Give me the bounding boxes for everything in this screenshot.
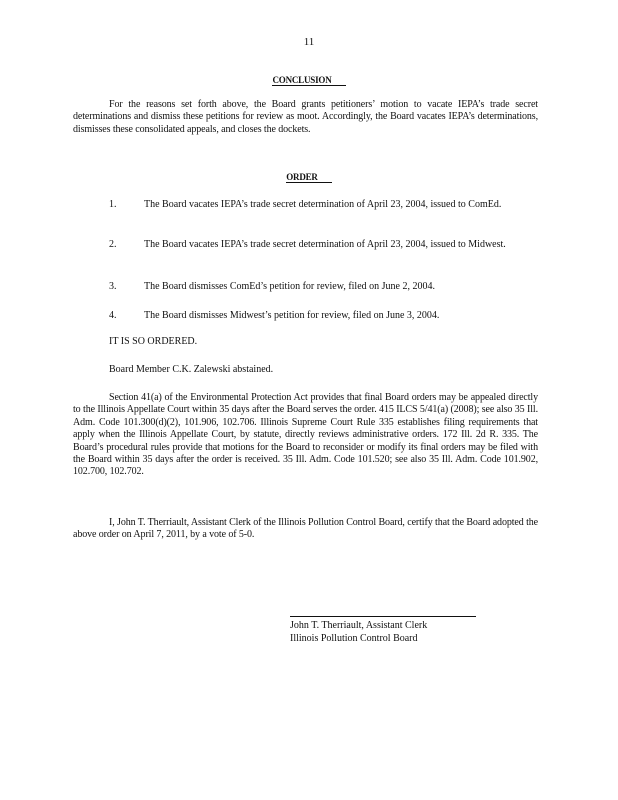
- conclusion-paragraph: For the reasons set forth above, the Board grants petitioners’ motion to vacate IEPA’s trade secret determinations and dismiss these petitions for review as moot. Accordingly, the Board vacates IEPA’s determinations, dismisses these consolidated appeals, and closes the dockets.: [73, 99, 538, 135]
- order-heading: ORDER: [0, 172, 618, 182]
- so-ordered-line: IT IS SO ORDERED.: [109, 336, 198, 347]
- signature-line: [290, 616, 476, 617]
- conclusion-heading: CONCLUSION: [0, 75, 618, 85]
- signature-name: John T. Therriault, Assistant Clerk: [290, 620, 428, 631]
- page-number: 11: [303, 36, 315, 48]
- abstention-note: Board Member C.K. Zalewski abstained.: [109, 364, 274, 375]
- appeal-rights-paragraph: Section 41(a) of the Environmental Protection Act provides that final Board orders may be appealed directly to the Illinois Appellate Court within 35 days after the Board serves the order. 415 ILCS 5/41(a) (2008); see also 35 Ill. Adm. Code 101.300(d)(2), 101.906, 102.706. Illinois Supreme Court Rule 335 establishes filing requirements that apply when the Illinois Appellate Court, by statute, directly reviews administrative orders. 172 Ill. 2d R. 335. The Board’s procedural rules provide that motions for the Board to reconsider or modify its final orders may be filed with the Board within 35 days after the order is received. 35 Ill. Adm. Code 101.520; see also 35 Ill. Adm. Code 101.902, 102.700, 102.702.: [73, 392, 538, 478]
- document-page: 11 CONCLUSION For the reasons set forth above, the Board grants petitioners’ motion to vacate IEPA’s trade secret determinations and dismiss these petitions for review as moot. Accordingly, the Board vacates IEPA’s determinations, dismisses these consolidated appeals, and closes the dockets. ORDER 1. The Board vacates IEPA’s trade secret determination of April 23, 2004, issued to ComEd. 2. The Board vacates IEPA’s trade secret determination of April 23, 2004, issued to Midwest. 3. The Board dismisses ComEd’s petition for review, filed on June 2, 2004. 4. The Board dismisses Midwest’s petition for review, filed on June 3, 2004. IT IS SO ORDERED. Board Member C.K. Zalewski abstained. Section 41(a) of the Environmental Protection Act provides that final Board orders may be appealed directly to the Illinois Appellate Court within 35 days after the Board serves the order. 415 ILCS 5/41(a) (2008); see also 35 Ill. Adm. Code 101.300(d)(2), 101.906, 102.706. Illinois Supreme Court Rule 335 establishes filing requirements that apply when the Illinois Appellate Court, by statute, directly reviews administrative orders. 172 Ill. 2d R. 335. The Board’s procedural rules provide that motions for the Board to reconsider or modify its final orders may be filed with the Board within 35 days after the order is received. 35 Ill. Adm. Code 101.520; see also 35 Ill. Adm. Code 101.902, 102.700, 102.702. I, John T. Therriault, Assistant Clerk of the Illinois Pollution Control Board, certify that the Board adopted the above order on April 7, 2011, by a vote of 5-0. John T. Therriault, Assistant Clerk Illinois Pollution Control Board: [0, 0, 618, 800]
- signature-org: Illinois Pollution Control Board: [290, 633, 418, 644]
- certification-paragraph: I, John T. Therriault, Assistant Clerk of the Illinois Pollution Control Board, certify that the Board adopted the above order on April 7, 2011, by a vote of 5-0.: [73, 517, 538, 541]
